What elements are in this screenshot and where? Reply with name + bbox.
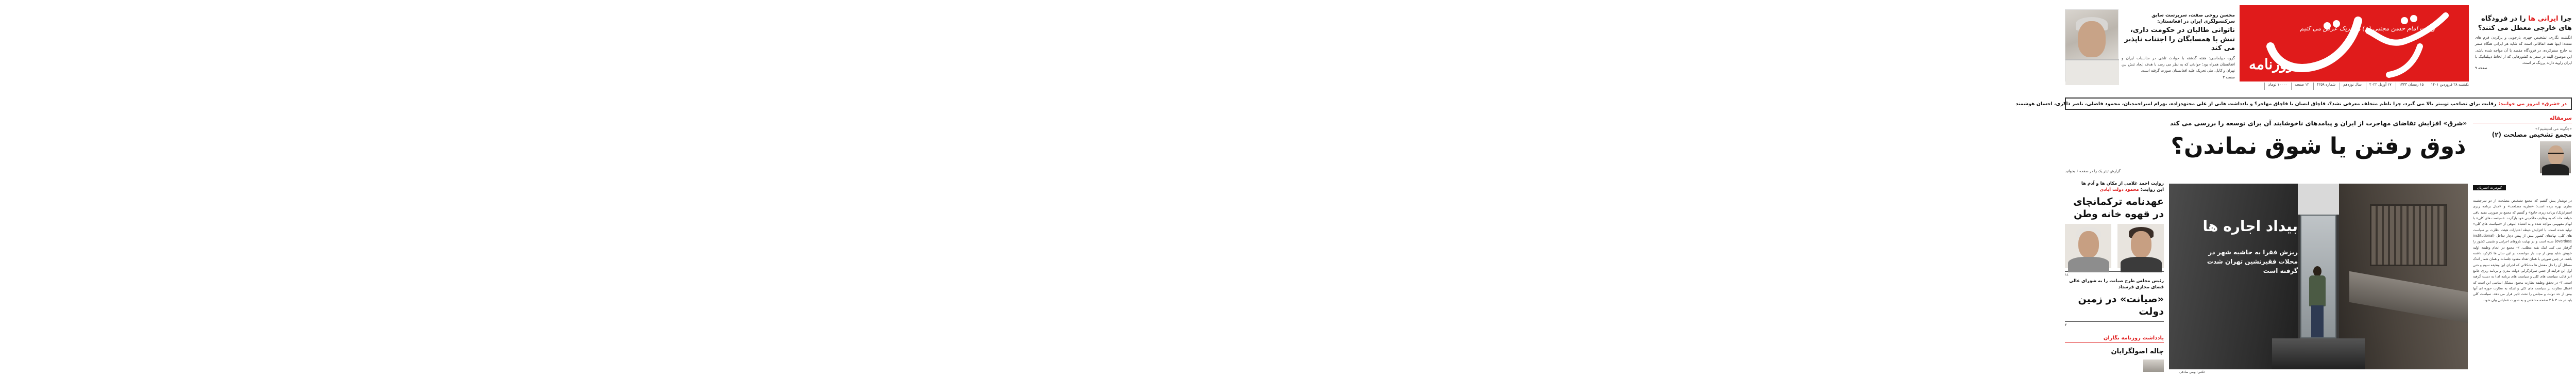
left-headline-2[interactable]: «صیانت» در زمین دولت [2078, 293, 2164, 318]
left-line-1: روایت احمد غلامی از مکان ها و آدم ها [2081, 181, 2164, 186]
top-right-headline-red: ایرانی ها [2528, 15, 2558, 23]
editorial-body-wrap [2473, 198, 2572, 303]
main-report-ref: گزارش تیتر یک را در صفحه ۶ بخوانید [2065, 169, 2121, 173]
top-right-headline-pre: چرا [2561, 15, 2572, 23]
editorial-headline[interactable]: مجمع تشخیص مصلحت (۲) [2492, 131, 2572, 138]
top-right-headline-post: را در فرودگاه های خارجی معطل می کنند؟ [2478, 15, 2572, 32]
top-right-body: انگشت نگاری، تشخیص چهره، بازجویی و پرکردن فرم های متعدد؛ اینها همه اتفاقاتی است که شاید هر ایرانی هنگام سفر به خارج سفرکرده، در فرودگاه مقصد با آن مواجه شده باشد. این موضوع البته در سفر به کشورهایی که از لحاظ دیپلماتیک با ایران زاویه دارند پررنگ تر است. [2475, 35, 2572, 66]
main-photo [2169, 184, 2468, 369]
masthead-brand-prefix: روزنامه [2249, 56, 2294, 73]
editorial-author-photo [2540, 141, 2571, 173]
left-photo-b [2065, 224, 2111, 268]
left-page-2: ۲ [2065, 321, 2164, 327]
editorial-section-title: سرمقاله [2473, 116, 2572, 123]
left-line-3: رئیس مجلس طرح صیانت را به شورای عالی فضای مجازی فرستاد [2069, 279, 2164, 290]
dateline-item: یکشنبه ۲۸ فروردین ۱۴۰۱ [2431, 83, 2469, 87]
dateline-item: ۱۰۰۰۰ تومان [2264, 83, 2287, 90]
dateline-item: ۱۵ رمضان ۱۴۴۳ [2396, 83, 2424, 90]
photo-subtitle: ریزش فقرا به حاشیه شهر در محلات فقیرنشین تهران شدت گرفته است [2207, 249, 2298, 274]
top-left-story[interactable] [2122, 12, 2235, 79]
left-column-author-photo [2143, 360, 2164, 372]
ticker-lead: در «شرق» امروز می خوانید: [2498, 101, 2567, 107]
top-left-page: صفحه ۳ [2223, 75, 2235, 79]
main-headline[interactable]: ذوق رفتن یا شوق نماندن؟ [2171, 133, 2466, 159]
left-section-title: یادداشت روزنامه نگاران [2065, 335, 2164, 343]
editorial-column [2473, 116, 2572, 375]
dateline-item: سال نوزدهم [2340, 83, 2362, 90]
top-left-photo [2065, 9, 2119, 81]
masthead-slogan: ولادت امام حسن مجتبی (ع) را تبریک عرض می کنیم [2299, 25, 2435, 32]
dateline-item: ۱۷ آوریل ۲۰۲۲ [2366, 83, 2392, 90]
left-line-2-red: محمود دولت آبادی [2099, 187, 2139, 193]
left-line-2 [2065, 187, 2164, 193]
left-column [2065, 181, 2164, 372]
dateline [2240, 83, 2469, 90]
left-photos [2065, 224, 2164, 268]
masthead [2240, 5, 2469, 81]
top-right-headline[interactable] [2475, 14, 2572, 32]
top-right-story[interactable] [2475, 14, 2572, 70]
left-column-headline[interactable]: چاله اصولگرایان [2111, 348, 2164, 355]
left-line-2-pre: ابن روایت: [2140, 187, 2164, 193]
main-kicker: «شرق» افزایش تقاضای مهاجرت از ایران و پیامدهای ناخوشایند آن برای توسعه را بررسی می کند [2170, 120, 2467, 127]
left-page-1: ۱۱ [2065, 271, 2164, 277]
ticker-text[interactable]: رقابت برای تصاحب توییتر بالا می گیرد، چرا ناظم متخلف معرفی نشد؟، قاچاق انسان یا قاچاق مهاجر؟ و یادداشت هایی از علی مجتهدزاده، بهرام امیراحمدیان، محمود فاضلی، ناصر ذاکری، احسان هوشمند [2015, 101, 2497, 107]
dateline-item: شماره ۴۲۵۹ [2313, 83, 2335, 90]
editorial-body: در نوشتار پیش گفتیم که مجمع تشخیص مصلحت از دو سرچشمه نظری بهره برده است: «نظریه مصلحت» و «مدل برنامه ریزی استراتژیک/ برنامه ریزی جامع» و گفتیم که مجمع در صورتی مفید باقی خواهد ماند که به وظایف حاکمیتی خود بازگردد. «سیاست های کلی» با ابهام مفهومی مواجه شده و به اشتباه ابنوهی از «سیاست های کلی» تولید شده است. با افزایش حیطه اختیارات هیئت نظارت بر سیاست های کلی، نهادهای کشور بیش از پیش دچار تداخل (institutional overdose) شده است و در نهایت بازوهای اجرایی و تقنینی کشور را گرفتار می کند. اینک بقیه مطلب. ۲- مجمع در انجام وظیفه اولیه خویش شاید بیش از چند بار نتوانست در این سال ها کارکرد داشته باشد. در چنین صورتی با همان تعداد معدود جلسات و همان شمار اندک مسائل آن را حل معضل ها مشکلاتی که اجرای این وظیفه سوم و حتی اول این فرایند از جنس تمرکزگرایی دولت مدرن و برنامه ریزی جامع (در قالب سیاست های کلی و سیاست های برنامه ای) به دست گرفته است. ۳- در تحقق وظیفه نظارت مجمع، مشکل اساسی این است که اعمال نظارت بر سیاست های کلی و اینکه به نظارت حوزه ای آنها بیش از حد دولت و مجلس را تحت تاثیر قرار می دهد. سیاست کلی باید در حد ۳ تا ۲ صفحه مشخص و به صورت عملیاتی بیان شود. [2473, 199, 2572, 302]
photo-title[interactable]: بیداد اجاره ها [2202, 218, 2298, 235]
top-left-body: گروه دیپلماسی: هفته گذشته با حوادث تلخی در مناسبات ایران و افغانستان همراه بود؛ حوادثی که به نظر می رسد با هدف ایجاد تنش بین تهران و کابل، طی تحریک علیه افغانستان صورت گرفته است. [2122, 55, 2235, 73]
dateline-item: ۱۲ صفحه [2291, 83, 2309, 90]
top-left-headline[interactable]: ناتوانی طالبان در حکومت داری، تنش با همسایگان را اجتناب ناپذیر می کند [2124, 26, 2235, 53]
top-right-page: صفحه ۹ [2475, 66, 2487, 71]
left-headline-1[interactable]: عهدنامه ترکمانچای در قهوه خانه وطن [2073, 195, 2164, 220]
ticker-bar [2015, 97, 2572, 110]
editorial-kicker: «چگونه می اندیشیم؟» [2535, 126, 2572, 131]
top-left-kicker: محسن روحی صفت، سرپرست سابق سرکنسولگری ایران در افغانستان: [2151, 13, 2235, 25]
editorial-author: کیومرث اشتریان [2473, 185, 2506, 190]
photo-credit: عکس: بهمن صادقی [2179, 370, 2206, 374]
left-photo-a [2117, 224, 2164, 268]
